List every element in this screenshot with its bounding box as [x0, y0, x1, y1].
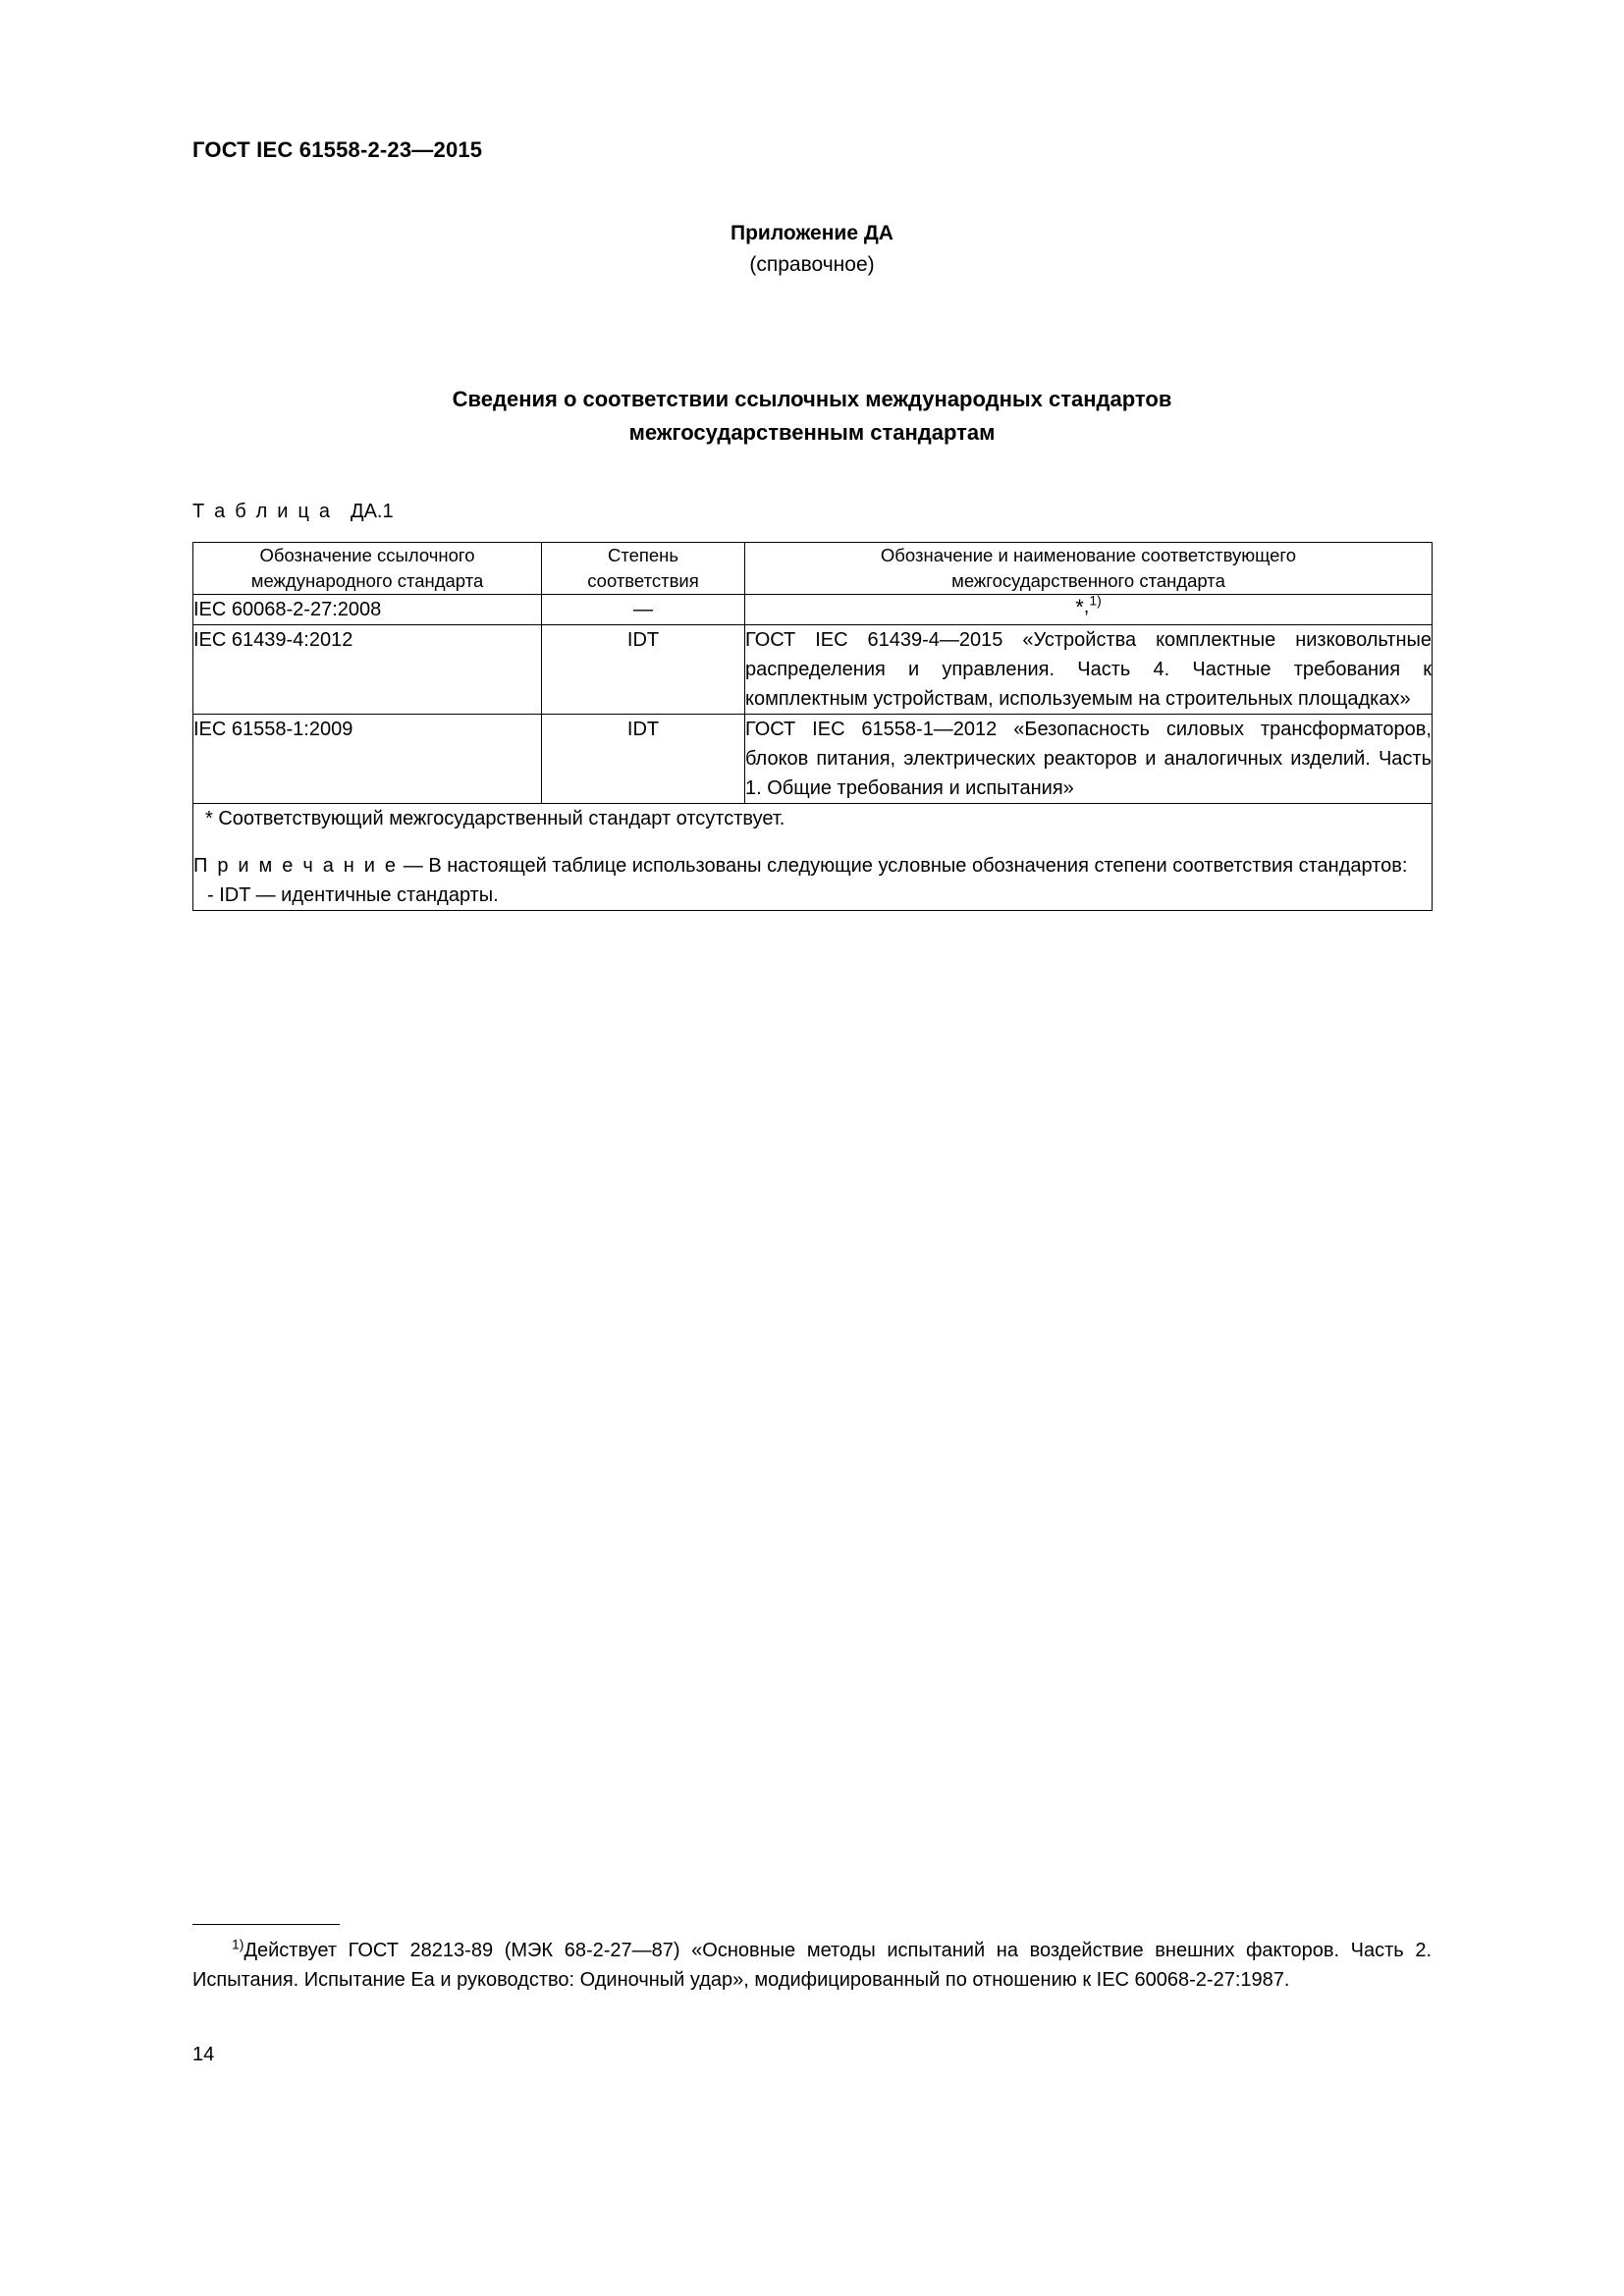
- table-footer-row: [193, 804, 1433, 911]
- general-note-text: — В настоящей таблице использованы следующие условные обозначения степени соответствия стандартов:: [398, 855, 1408, 877]
- cell-standard: ГОСТ IEC 61439-4—2015 «Устройства комплектные низковольтные распределения и управления. Часть 4. Частные требования к комплектным устройствам, используемым на строительных площадках»: [745, 625, 1433, 715]
- section-title: [0, 383, 1624, 450]
- annex-heading-block: [0, 218, 1624, 281]
- cell-degree: IDT: [542, 715, 745, 804]
- column-header-reference-line1: Обозначение ссылочного: [259, 545, 475, 565]
- column-header-reference-line2: международного стандарта: [250, 570, 484, 591]
- footnote-marker: 1): [232, 1936, 244, 1952]
- footnote-text: Действует ГОСТ 28213-89 (МЭК 68-2-27—87) «Основные методы испытаний на воздействие внешних факторов. Часть 2. Испытания. Испытание Еа и руководство: Одиночный удар», модифицированный по отношению к IEC 60068-2-27:1987.: [192, 1940, 1432, 1991]
- column-header-standard-line1: Обозначение и наименование соответствующего: [880, 545, 1297, 565]
- comma-separator: ,: [1083, 596, 1090, 617]
- column-header-degree: [542, 543, 745, 595]
- column-header-standard: [745, 543, 1433, 595]
- footnote: [192, 1936, 1432, 1995]
- section-title-line2: межгосударственным стандартам: [628, 420, 996, 445]
- compliance-table: [192, 542, 1433, 911]
- annex-title: Приложение ДА: [731, 222, 893, 244]
- table-caption-label: Т а б л и ц а: [192, 501, 333, 522]
- document-header: ГОСТ IEC 61558-2-23—2015: [192, 137, 483, 162]
- general-note-label: П р и м е ч а н и е: [193, 855, 399, 877]
- column-header-standard-line2: межгосударственного стандарта: [951, 570, 1225, 591]
- cell-degree: —: [542, 595, 745, 625]
- table-row: [193, 595, 1433, 625]
- table-header-row: [193, 543, 1433, 595]
- table-caption: [192, 501, 394, 523]
- table-row: [193, 625, 1433, 715]
- footnote-divider: [192, 1924, 340, 1925]
- column-header-degree-line2: соответствия: [587, 570, 699, 591]
- column-header-reference: [193, 543, 542, 595]
- asterisk-note: * Соответствующий межгосударственный стандарт отсутствует.: [205, 808, 785, 829]
- table-caption-number: ДА.1: [351, 501, 394, 522]
- footnote-reference-marker: 1): [1089, 592, 1102, 609]
- cell-reference: IEC 61439-4:2012: [193, 625, 542, 715]
- cell-degree: IDT: [542, 625, 745, 715]
- column-header-degree-line1: Степень: [607, 545, 679, 565]
- no-standard-asterisk: *: [1075, 595, 1084, 619]
- cell-standard: ГОСТ IEC 61558-1—2012 «Безопасность силовых трансформаторов, блоков питания, электрических реакторов и аналогичных изделий. Часть 1. Общие требования и испытания»: [745, 715, 1433, 804]
- annex-subtitle: (справочное): [749, 253, 875, 276]
- cell-reference: IEC 60068-2-27:2008: [193, 595, 542, 625]
- table-row: [193, 715, 1433, 804]
- page-number: 14: [192, 2044, 215, 2065]
- cell-reference: IEC 61558-1:2009: [193, 715, 542, 804]
- general-note: [193, 851, 1432, 881]
- cell-standard: [745, 592, 1433, 625]
- table-notes: [193, 804, 1433, 911]
- general-note-item: - IDT — идентичные стандарты.: [207, 884, 499, 906]
- section-title-line1: Сведения о соответствии ссылочных международных стандартов: [452, 387, 1172, 411]
